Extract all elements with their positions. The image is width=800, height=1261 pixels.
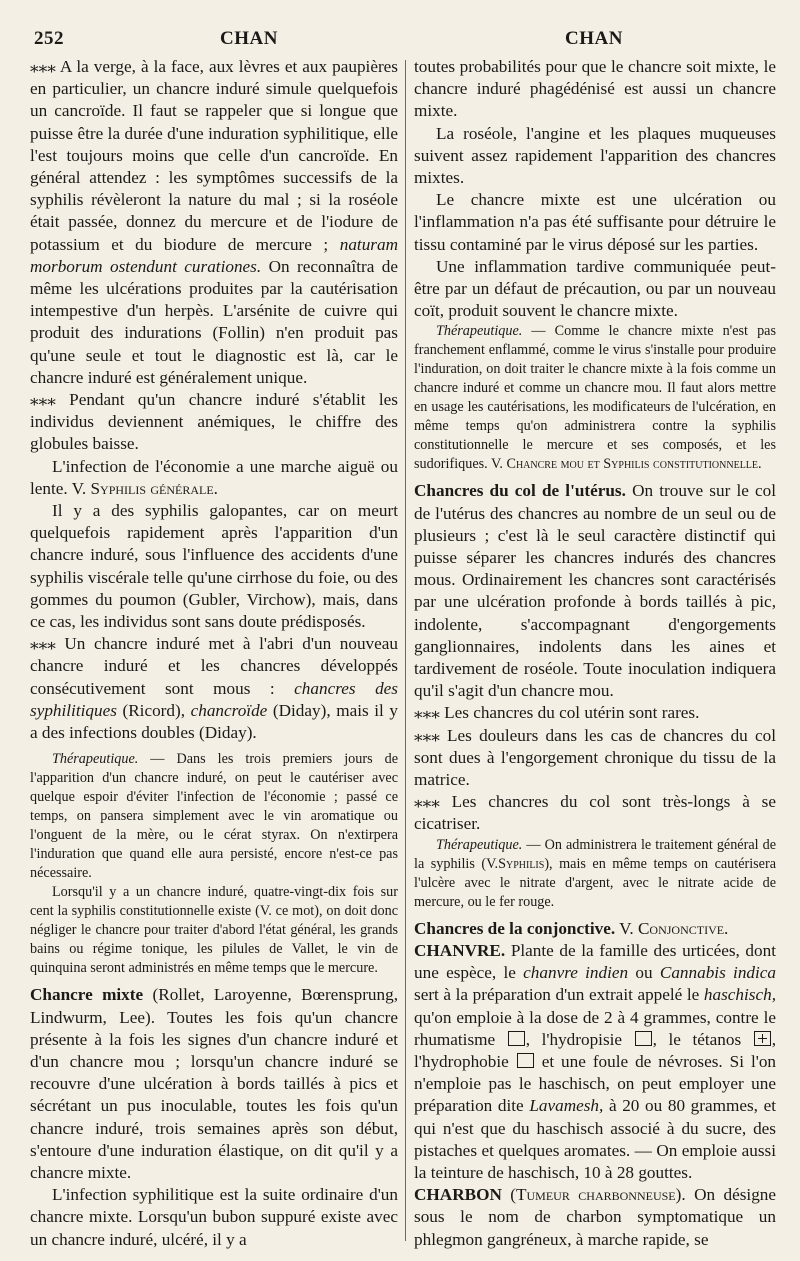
entry-heading: Chancres du col de l'utérus. [414,481,626,501]
entry-heading: Chancre mixte [30,985,144,1005]
paragraph: ⁎⁎⁎ Les douleurs dans les cas de chancres du col sont dues à l'engorgement chronique du tissu de la matrice. [414,725,776,790]
paragraph: ⁎⁎⁎ A la verge, à la face, aux lèvres et aux paupières en particulier, un chancre induré simule quelquefois un cancroïde. Il faut se rappeler que si longue que puisse être la durée d'une induration syphilitique, elle l'est toujours moins que celle d'un cancroïde. En général attendez : les symptômes successifs de la syphilis révèleront la nature du mal ; si la roséole était passée, donnez du mercure et de l'iodure de potassium et du biodure de mercure ; naturam morborum ostendunt curationes. On reconnaîtra de même les ulcérations produites par la cautérisation intempestive d'un herpès. L'arsénite de cuivre qui produit des indurations (Follin) n'en produit pas qu'une seule et tout le diagnostic est là, car le chancre induré est généralement unique. [30,57,398,387]
right-column [414,56,776,1251]
cross-reference: Syphilis [498,855,545,872]
empty-square-icon [517,1053,534,1068]
entry-chancres-conjonctive: Chancres de la conjonctive. V. Conjonctive. [414,918,729,938]
therapeutics-paragraph: Thérapeutique. — Comme le chancre mixte n'est pas franchement enflammé, comme le virus s'installe pour produire l'induration, on doit traiter le chancre mixte à la fois comme un chancre induré et comme un chancre mou. Il faut alors mettre en usage les cautérisations, les modificateurs de l'ulcération, en même temps qu'on administrera contre la syphilis constitutionnelle le mercure et ses composés, et les sudorifiques. V. Chancre mou et Syphilis constitutionnelle. [414,323,776,473]
paragraph: Une inflammation tardive communiquée peut-être par un défaut de précaution, ou par un nouveau coït, produit souvent le chancre mixte. [414,256,776,321]
entry-chancres-du-col: Chancres du col de l'utérus. On trouve sur le col de l'utérus des chancres au nombre de un seul ou de plusieurs ; c'est là le seul caractère distinctif qui puisse séparer les chancres indurés des chancres mous. Ordinairement les chancres sont caractérisés par une ulcération profonde à bords taillés à pic, indolente, s'accompagnant d'engorgements ganglionnaires, indolents dans les aines et tardivement de roséole. Toute inoculation indiquera qu'il s'agit d'un chancre mou. [414,481,776,701]
cross-reference: Chancre mou et Syphilis constitutionnelle. [506,456,762,473]
paragraph: Il y a des syphilis galopantes, car on meurt quelquefois rapidement après l'apparition d'un chancre induré, sous l'influence des accidents d'une syphilis viscérale telle qu'une cirrhose du foie, ou des gommes du poumon (Gubler, Virchow), mais, dans ce cas, les individus sont sans doute prédisposés. [30,501,398,632]
paragraph: ⁎⁎⁎ Pendant qu'un chancre induré s'établit les individus deviennent anémiques, le chiffre des globules baisse. [30,390,398,454]
empty-square-icon [635,1031,652,1046]
therapeutics-paragraph: Thérapeutique. — On administrera le traitement général de la syphilis (V.Syphilis), mais en même temps on cautérisera l'ulcère avec le nitrate d'argent, avec le nitrate acide de mercure, ou le fer rouge. [414,836,776,910]
plus-square-icon [754,1031,771,1046]
entry-charbon: CHARBON (Tumeur charbonneuse). On désigne sous le nom de charbon symptomatique un phlegmon gangréneux, à marche rapide, se [414,1185,776,1249]
therapeutics-paragraph: Thérapeutique. — Dans les trois premiers jours de l'apparition d'un chancre induré, on peut le cautériser avec quelque espoir d'éviter l'infection de l'économie ; passé ce temps, on pansera simplement avec le vin aromatique ou l'onguent de la mère, ou le cérat styrax. On n'extirpera l'induration que quand elle aura persisté, encore n'est-ce pas nécessaire. [30,751,398,882]
page-number: 252 [34,28,64,49]
paragraph: La roséole, l'angine et les plaques muqueuses suivent assez rapidement l'apparition des chancres mixtes. [414,123,776,188]
entry-chancre-mixte: Chancre mixte (Rollet, Laroyenne, Bœrensprung, Lindwurm, Lee). Toutes les fois qu'un chancre présente à la fois les signes d'un chancre induré et d'un chancre mou ; lorsqu'un chancre induré se recouvre d'une ulcération à bords taillés à pics et sécrétant un pus inoculable, toutes les fois qu'un chancre induré, trois semaines après son début, s'entoure d'une induration élastique, on dit qu'il y a chancre mixte. [30,985,398,1182]
left-column [30,56,398,1251]
entry-heading: CHANVRE. [414,940,506,960]
paragraph: Le chancre mixte est une ulcération ou l'inflammation n'a pas été suffisante pour détruire le tissu contaminé par le virus déposé sur les parties. [414,190,776,254]
empty-square-icon [508,1031,525,1046]
left-running-head: CHAN [220,28,278,49]
paragraph: toutes probabilités pour que le chancre soit mixte, le chancre induré phagédénisé est aussi un chancre mixte. [414,57,776,121]
paragraph: ⁎⁎⁎ Un chancre induré met à l'abri d'un nouveau chancre induré et les chancres développés consécutivement sont mous : chancres des syphilitiques (Ricord), chancroïde (Diday), mais il y a des infections doubles (Diday). [30,634,398,743]
paragraph: Lorsqu'il y a un chancre induré, quatre-vingt-dix fois sur cent la syphilis constitutionnelle existe (V. ce mot), on doit donc négliger le chancre pour traiter d'abord l'état général, les grands bains ou régime tonique, les pilules de Vallet, le vin de quinquina seront administrés en même temps que le mercure. [30,884,398,977]
paragraph: L'infection de l'économie a une marche aiguë ou lente. V. Syphilis générale. [30,456,398,498]
right-running-head: CHAN [565,28,623,49]
entry-heading: Chancres de la conjonctive. [414,918,616,938]
page-header [30,28,770,54]
column-divider [405,60,406,1241]
paragraph: ⁎⁎⁎ Les chancres du col sont très-longs à se cicatriser. [414,792,776,834]
cross-reference: Syphilis générale. [90,478,218,498]
paragraph: L'infection syphilitique est la suite ordinaire d'un chancre mixte. Lorsqu'un bubon suppuré existe avec un chancre induré, ulcéré, il y a [30,1185,398,1249]
paragraph: ⁎⁎⁎ Les chancres du col utérin sont rares. [414,703,700,723]
cross-reference: Conjonctive. [637,918,729,938]
entry-chanvre: CHANVRE. Plante de la famille des urticées, dont une espèce, le chanvre indien ou Cannabis indica sert à la préparation d'un extrait appelé le haschisch, qu'on emploie à la dose de 2 à 4 grammes, contre le rhumatisme , l'hydropisie , le tétanos , l'hydrophobie et une foule de névroses. Si l'on n'emploie pas le haschisch, on peut employer une préparation dite Lavamesh, à 20 ou 80 grammes, et qui n'est que du haschisch associé à du sucre, des pistaches et quelques aromates. — On emploie aussi la teinture de haschisch, 10 à 28 gouttes. [414,940,776,1182]
entry-heading: CHARBON [414,1185,502,1205]
